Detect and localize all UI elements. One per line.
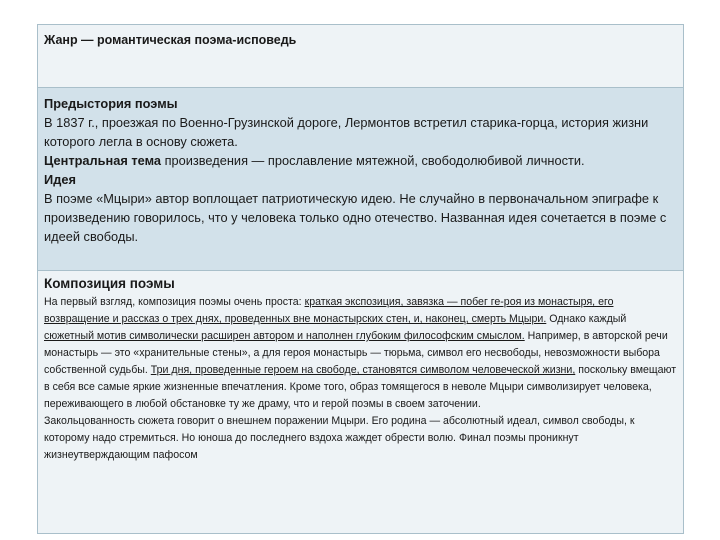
composition-paragraph-2: Закольцованность сюжета говорит о внешнем поражении Мцыри. Его родина — абсолютный идеал, символ свободы, к которому надо стремиться. Но юноша до последнего вздоха жаждет обрести волю. Финал поэмы проникнут жизнеутверждающим пафосом (44, 415, 635, 461)
composition-text-c: Например, в авторской речи монастырь — это «хранительные стены», а для героя монастырь — тюрьма, символ его несвободы, невозможности выбора собственной судьбы. (44, 330, 668, 376)
genre-row (38, 25, 683, 88)
theme-paragraph (44, 151, 677, 170)
genre-text: Жанр — романтическая поэма-исповедь (44, 33, 297, 47)
prehistory-heading: Предыстория поэмы (44, 96, 178, 111)
theme-label: Центральная тема (44, 153, 162, 168)
composition-text-d: поскольку вмещают в себя все самые яркие жизненные впечатления. Кроме того, образ томящегося в неволе Мцыри символизирует человека, переживающего в любой обстановке ту же драму, что и герой поэмы в своем заточении. (44, 364, 677, 410)
composition-underlined-1: краткая экспозиция, завязка — побег ге-роя из монастыря, его возвращение и рассказ о трех днях, проведенных вне монастырских стен, и, наконец, смерть Мцыри. (44, 296, 614, 325)
idea-heading: Идея (44, 172, 76, 187)
composition-underlined-2: сюжетный мотив символически расширен автором и наполнен глубоким философским смыслом. (44, 330, 525, 342)
composition-underlined-3: Три дня, проведенные героем на свободе, становятся символом человеческой жизни, (150, 364, 576, 376)
prehistory-text: В 1837 г., проезжая по Военно-Грузинской дороге, Лермонтов встретил старика-горца, история жизни которого легла в основу сюжета. (44, 115, 649, 149)
theme-text: произведения — прославление мятежной, свободолюбивой личности. (161, 153, 585, 168)
composition-paragraph-1 (44, 294, 677, 413)
info-table (37, 24, 684, 534)
composition-text-b: Однако каждый (546, 313, 627, 325)
composition-row (38, 271, 683, 533)
prehistory-row (38, 88, 683, 271)
composition-heading: Композиция поэмы (44, 276, 175, 291)
idea-text: В поэме «Мцыри» автор воплощает патриотическую идею. Не случайно в первоначальном эпиграфе к произведению говорилось, что у человека только одно отечество. Названная идея сочетается в поэме с идеей свободы. (44, 191, 667, 244)
composition-text-a: На первый взгляд, композиция поэмы очень проста: (44, 296, 305, 308)
